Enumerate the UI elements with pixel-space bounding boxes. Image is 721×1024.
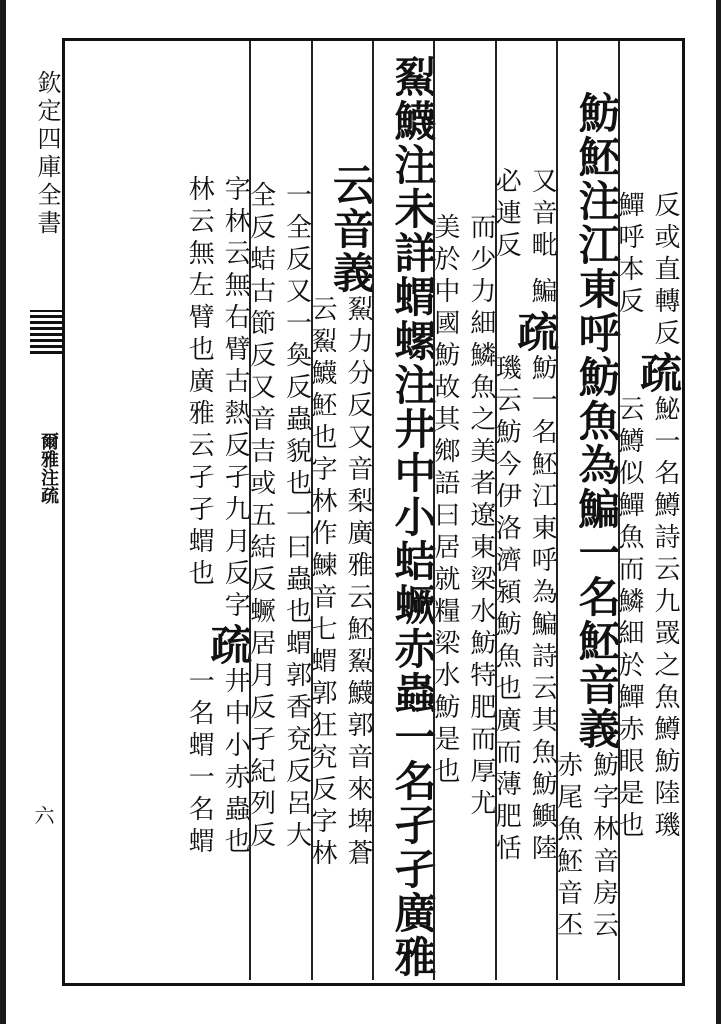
commentary-mark: 疏 (204, 622, 254, 667)
note-line: 必連反 (491, 167, 522, 264)
note-line: 赤尾魚魾音丕 (552, 750, 583, 943)
note-line: 云鱒似鱓魚而鱗細於鱓赤眼是也 (614, 394, 644, 843)
gutter-book-title: 欽定四庫全書 (33, 70, 61, 238)
commentary-mark: 疏 (634, 350, 683, 395)
text-column-1 (614, 41, 683, 980)
note-line: 美於中國魴故其鄉語曰居就糧梁水魴是也 (429, 212, 460, 789)
note-line: 又音毗 鯿 (527, 167, 558, 310)
scan-edge-left (0, 0, 6, 1024)
note-line: 璣云魴今伊洛濟潁魴魚也廣而薄肥恬 (491, 353, 522, 866)
note-line: 魴字林音房云 (588, 750, 619, 943)
note-line: 井中小赤蟲也 (220, 666, 251, 859)
scan-edge-right (716, 0, 721, 1024)
note-line: 全反蛣古節反又音吉或五結反蟩居月反孑紀列反 (245, 180, 276, 853)
text-column-2 (552, 41, 622, 980)
gutter-page-number: 六 (31, 805, 55, 825)
main-text: 魴魾注江東呼魴魚為鯿一名魾音義 (572, 90, 622, 751)
note-line: 而少力細鱗魚之美者遼東梁水魴特肥而厚尤 (465, 212, 496, 821)
commentary-mark: 疏 (511, 309, 561, 354)
note-line: 一名蝟一名蝟 (184, 666, 215, 859)
text-column-6 (307, 41, 377, 980)
text-columns (65, 41, 683, 980)
text-column-3 (491, 41, 561, 980)
note-line: 云鮤鱴魾也字林作鰊音七蝟郭狂究反字林 (307, 294, 338, 871)
note-line: 鱓呼本反 (614, 190, 644, 319)
text-column-8 (184, 41, 254, 980)
main-text: 云音義 (327, 162, 377, 295)
main-text: 鮤鱴注未詳蝟螺注井中小蛣蟩赤蟲一名孑孑廣雅 (388, 54, 438, 979)
note-line: 反或直轉反 (650, 190, 680, 351)
text-column-4 (429, 41, 496, 980)
note-line: 林云無左臂也廣雅云孑孑蝟也 (184, 174, 215, 591)
note-line: 鮤力分反又音梨廣雅云魾鮤鱴郭音來埤蒼 (343, 294, 374, 871)
note-line: 字林云無右臂古熱反孑九月反字 (220, 174, 251, 623)
gutter-section-title: 爾雅注疏 (38, 432, 59, 504)
text-column-7 (245, 41, 312, 980)
text-column-5 (372, 41, 438, 980)
note-line: 鮅一名鱒詩云九罭之魚鱒魴陸璣 (650, 394, 680, 843)
note-line: 一全反又一奐反蟲貌也一曰蟲也蝟郭香兗反呂大 (281, 180, 312, 853)
note-line: 魴一名魾江東呼為鯿詩云其魚魴鱮陸 (527, 353, 558, 866)
fishtail-mark (30, 310, 62, 354)
